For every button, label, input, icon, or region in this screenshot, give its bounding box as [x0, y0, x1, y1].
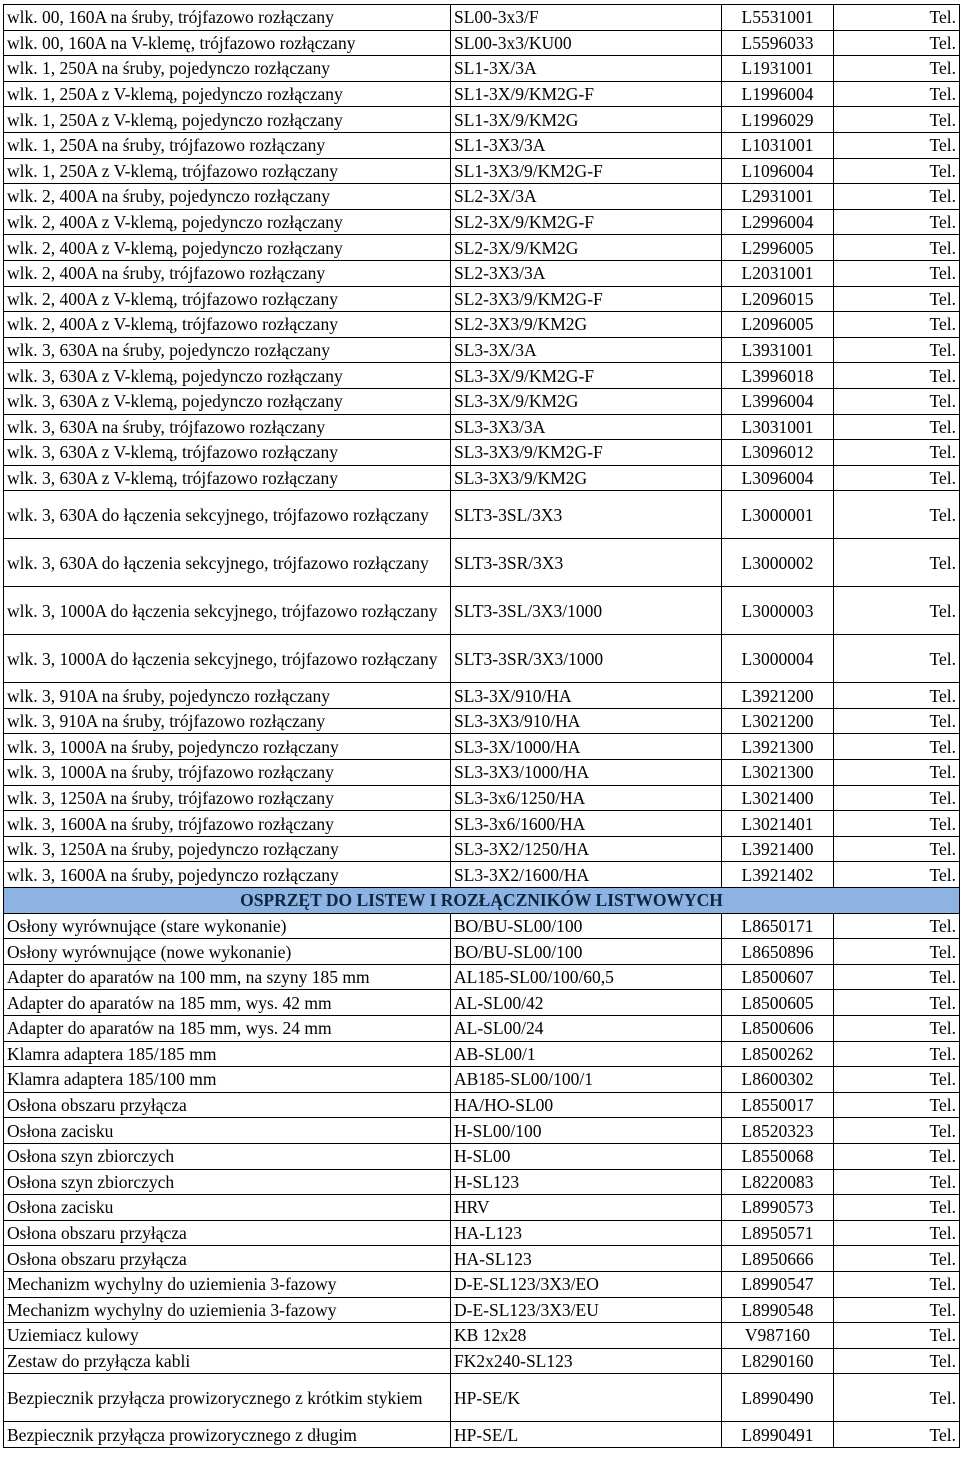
product-description: Osłona szyn zbiorczych [4, 1169, 451, 1195]
catalog-number: L2031001 [722, 260, 834, 286]
product-code: SL3-3X2/1250/HA [451, 836, 722, 862]
price-cell: Tel. [834, 1220, 960, 1246]
price-cell: Tel. [834, 1092, 960, 1118]
catalog-number: L3000004 [722, 635, 834, 683]
table-row [4, 587, 960, 635]
price-cell: Tel. [834, 760, 960, 786]
product-description: Mechanizm wychylny do uziemienia 3-fazowy [4, 1297, 451, 1323]
price-cell: Tel. [834, 209, 960, 235]
product-code: SL2-3X3/9/KM2G-F [451, 286, 722, 312]
section-title: OSPRZĘT DO LISTEW I ROZŁĄCZNIKÓW LISTWOWYCH [4, 888, 960, 914]
product-code: SL1-3X/9/KM2G-F [451, 81, 722, 107]
catalog-number: L1996029 [722, 107, 834, 133]
table-row [4, 132, 960, 158]
price-cell: Tel. [834, 56, 960, 82]
table-row [4, 81, 960, 107]
product-code: SL3-3X/910/HA [451, 683, 722, 709]
catalog-number: L8500262 [722, 1041, 834, 1067]
product-code: HA-L123 [451, 1220, 722, 1246]
table-row [4, 1297, 960, 1323]
price-cell: Tel. [834, 939, 960, 965]
catalog-number: L8500605 [722, 990, 834, 1016]
product-description: wlk. 1, 250A z V-klemą, trójfazowo rozłączany [4, 158, 451, 184]
table-row [4, 235, 960, 261]
table-row [4, 990, 960, 1016]
catalog-number: L3000003 [722, 587, 834, 635]
price-cell: Tel. [834, 683, 960, 709]
catalog-number: L3921400 [722, 836, 834, 862]
table-row [4, 1246, 960, 1272]
catalog-number: L8990490 [722, 1374, 834, 1422]
product-code: SL1-3X/3A [451, 56, 722, 82]
table-row [4, 388, 960, 414]
price-cell: Tel. [834, 734, 960, 760]
product-code: HP-SE/L [451, 1422, 722, 1448]
table-row [4, 683, 960, 709]
product-code: SL2-3X/3A [451, 184, 722, 210]
catalog-number: L3921200 [722, 683, 834, 709]
table-row [4, 158, 960, 184]
table-row [4, 939, 960, 965]
product-description: wlk. 2, 400A na śruby, pojedynczo rozłączany [4, 184, 451, 210]
price-cell: Tel. [834, 184, 960, 210]
price-cell: Tel. [834, 312, 960, 338]
catalog-number: L3921402 [722, 862, 834, 888]
table-row [4, 107, 960, 133]
product-code: SL1-3X/9/KM2G [451, 107, 722, 133]
price-cell: Tel. [834, 990, 960, 1016]
catalog-number: L5596033 [722, 30, 834, 56]
price-cell: Tel. [834, 708, 960, 734]
table-row [4, 760, 960, 786]
table-row [4, 337, 960, 363]
product-description: wlk. 3, 630A z V-klemą, pojedynczo rozłączany [4, 363, 451, 389]
catalog-number: L3996018 [722, 363, 834, 389]
catalog-number: L1031001 [722, 132, 834, 158]
product-description: wlk. 3, 910A na śruby, pojedynczo rozłączany [4, 683, 451, 709]
product-description: wlk. 3, 1000A do łączenia sekcyjnego, trójfazowo rozłączany [4, 635, 451, 683]
price-cell: Tel. [834, 1348, 960, 1374]
table-row [4, 465, 960, 491]
price-cell: Tel. [834, 1016, 960, 1042]
catalog-number: L3031001 [722, 414, 834, 440]
product-description: Osłona szyn zbiorczych [4, 1143, 451, 1169]
price-cell: Tel. [834, 337, 960, 363]
catalog-number: L8520323 [722, 1118, 834, 1144]
product-description: wlk. 3, 630A z V-klemą, pojedynczo rozłączany [4, 388, 451, 414]
product-rows [4, 5, 960, 888]
product-code: SL3-3X/3A [451, 337, 722, 363]
catalog-number: L8290160 [722, 1348, 834, 1374]
catalog-number: L8950571 [722, 1220, 834, 1246]
product-description: wlk. 1, 250A z V-klemą, pojedynczo rozłączany [4, 81, 451, 107]
price-cell: Tel. [834, 1067, 960, 1093]
catalog-number: L5531001 [722, 5, 834, 31]
product-description: Mechanizm wychylny do uziemienia 3-fazowy [4, 1271, 451, 1297]
product-description: wlk. 3, 1000A na śruby, pojedynczo rozłączany [4, 734, 451, 760]
table-row [4, 184, 960, 210]
product-description: wlk. 2, 400A z V-klemą, trójfazowo rozłączany [4, 312, 451, 338]
product-code: H-SL00/100 [451, 1118, 722, 1144]
table-row [4, 440, 960, 466]
table-row [4, 414, 960, 440]
catalog-number: L8220083 [722, 1169, 834, 1195]
product-description: wlk. 00, 160A na śruby, trójfazowo rozłączany [4, 5, 451, 31]
catalog-number: L8990548 [722, 1297, 834, 1323]
table-row [4, 1422, 960, 1448]
catalog-number: L8500607 [722, 964, 834, 990]
product-description: wlk. 2, 400A z V-klemą, pojedynczo rozłączany [4, 209, 451, 235]
catalog-number: L3021200 [722, 708, 834, 734]
product-description: wlk. 3, 1250A na śruby, pojedynczo rozłączany [4, 836, 451, 862]
product-code: SL3-3X/1000/HA [451, 734, 722, 760]
product-description: Osłony wyrównujące (nowe wykonanie) [4, 939, 451, 965]
product-description: Bezpiecznik przyłącza prowizorycznego z krótkim stykiem [4, 1374, 451, 1422]
section-row [4, 888, 960, 914]
table-row [4, 30, 960, 56]
table-row [4, 913, 960, 939]
product-code: D-E-SL123/3X3/EU [451, 1297, 722, 1323]
price-cell: Tel. [834, 1271, 960, 1297]
product-code: SL3-3X/9/KM2G-F [451, 363, 722, 389]
product-description: wlk. 3, 910A na śruby, trójfazowo rozłączany [4, 708, 451, 734]
product-code: SL2-3X/9/KM2G-F [451, 209, 722, 235]
catalog-number: L3931001 [722, 337, 834, 363]
catalog-number: L2996004 [722, 209, 834, 235]
product-description: wlk. 3, 630A z V-klemą, trójfazowo rozłączany [4, 440, 451, 466]
price-cell: Tel. [834, 107, 960, 133]
price-cell: Tel. [834, 1422, 960, 1448]
product-code: H-SL00 [451, 1143, 722, 1169]
product-code: SL00-3x3/F [451, 5, 722, 31]
product-code: SL3-3X3/9/KM2G-F [451, 440, 722, 466]
table-row [4, 363, 960, 389]
price-cell: Tel. [834, 539, 960, 587]
price-cell: Tel. [834, 1118, 960, 1144]
product-description: Osłona obszaru przyłącza [4, 1092, 451, 1118]
product-description: wlk. 3, 1600A na śruby, pojedynczo rozłączany [4, 862, 451, 888]
accessory-rows [4, 913, 960, 1447]
table-row [4, 312, 960, 338]
product-code: SL3-3x6/1250/HA [451, 785, 722, 811]
price-cell: Tel. [834, 30, 960, 56]
product-code: AB-SL00/1 [451, 1041, 722, 1067]
product-description: Bezpiecznik przyłącza prowizorycznego z długim [4, 1422, 451, 1448]
product-code: SL3-3X3/9/KM2G [451, 465, 722, 491]
table-row [4, 836, 960, 862]
product-code: SL3-3X3/1000/HA [451, 760, 722, 786]
table-row [4, 1169, 960, 1195]
section-header [4, 888, 960, 914]
table-row [4, 811, 960, 837]
catalog-number: L8650896 [722, 939, 834, 965]
product-code: SL2-3X/9/KM2G [451, 235, 722, 261]
product-description: wlk. 3, 1000A na śruby, trójfazowo rozłączany [4, 760, 451, 786]
catalog-number: L3996004 [722, 388, 834, 414]
price-cell: Tel. [834, 862, 960, 888]
catalog-number: L8950666 [722, 1246, 834, 1272]
product-description: wlk. 3, 630A do łączenia sekcyjnego, trójfazowo rozłączany [4, 539, 451, 587]
table-row [4, 1092, 960, 1118]
catalog-number: L3921300 [722, 734, 834, 760]
catalog-number: L1996004 [722, 81, 834, 107]
product-description: wlk. 3, 630A z V-klemą, trójfazowo rozłączany [4, 465, 451, 491]
catalog-number: L3096004 [722, 465, 834, 491]
product-code: SL1-3X3/3A [451, 132, 722, 158]
product-description: wlk. 3, 630A na śruby, pojedynczo rozłączany [4, 337, 451, 363]
table-row [4, 1143, 960, 1169]
price-cell: Tel. [834, 465, 960, 491]
table-row [4, 1348, 960, 1374]
product-code: SL3-3X/9/KM2G [451, 388, 722, 414]
table-row [4, 491, 960, 539]
product-description: wlk. 3, 1250A na śruby, trójfazowo rozłączany [4, 785, 451, 811]
product-code: SLT3-3SL/3X3/1000 [451, 587, 722, 635]
price-cell: Tel. [834, 491, 960, 539]
product-description: Adapter do aparatów na 100 mm, na szyny 185 mm [4, 964, 451, 990]
product-description: Osłona obszaru przyłącza [4, 1220, 451, 1246]
product-description: Klamra adaptera 185/185 mm [4, 1041, 451, 1067]
price-cell: Tel. [834, 363, 960, 389]
table-row [4, 1067, 960, 1093]
table-row [4, 260, 960, 286]
price-cell: Tel. [834, 1169, 960, 1195]
price-cell: Tel. [834, 260, 960, 286]
catalog-number: L8600302 [722, 1067, 834, 1093]
table-row [4, 708, 960, 734]
product-code: SL1-3X3/9/KM2G-F [451, 158, 722, 184]
product-description: Osłona zacisku [4, 1195, 451, 1221]
price-cell: Tel. [834, 132, 960, 158]
price-cell: Tel. [834, 440, 960, 466]
product-code: AB185-SL00/100/1 [451, 1067, 722, 1093]
price-cell: Tel. [834, 286, 960, 312]
table-row [4, 1220, 960, 1246]
price-cell: Tel. [834, 635, 960, 683]
product-description: Osłony wyrównujące (stare wykonanie) [4, 913, 451, 939]
catalog-number: L2996005 [722, 235, 834, 261]
catalog-number: L3021300 [722, 760, 834, 786]
product-code: SL3-3x6/1600/HA [451, 811, 722, 837]
price-cell: Tel. [834, 5, 960, 31]
product-code: FK2x240-SL123 [451, 1348, 722, 1374]
catalog-number: L8990491 [722, 1422, 834, 1448]
table-row [4, 5, 960, 31]
product-code: HA/HO-SL00 [451, 1092, 722, 1118]
product-code: BO/BU-SL00/100 [451, 939, 722, 965]
product-description: Osłona obszaru przyłącza [4, 1246, 451, 1272]
product-description: Osłona zacisku [4, 1118, 451, 1144]
catalog-number: L3000002 [722, 539, 834, 587]
product-code: BO/BU-SL00/100 [451, 913, 722, 939]
table-row [4, 1041, 960, 1067]
product-code: HRV [451, 1195, 722, 1221]
price-cell: Tel. [834, 158, 960, 184]
product-code: HA-SL123 [451, 1246, 722, 1272]
catalog-number: L2096005 [722, 312, 834, 338]
product-code: SL2-3X3/9/KM2G [451, 312, 722, 338]
product-description: Adapter do aparatów na 185 mm, wys. 24 mm [4, 1016, 451, 1042]
catalog-number: L8990573 [722, 1195, 834, 1221]
product-code: H-SL123 [451, 1169, 722, 1195]
table-row [4, 785, 960, 811]
table-row [4, 56, 960, 82]
product-description: wlk. 3, 1600A na śruby, trójfazowo rozłączany [4, 811, 451, 837]
price-cell: Tel. [834, 1041, 960, 1067]
product-description: wlk. 2, 400A z V-klemą, pojedynczo rozłączany [4, 235, 451, 261]
price-cell: Tel. [834, 1297, 960, 1323]
price-cell: Tel. [834, 836, 960, 862]
product-description: Adapter do aparatów na 185 mm, wys. 42 mm [4, 990, 451, 1016]
product-code: AL-SL00/24 [451, 1016, 722, 1042]
price-cell: Tel. [834, 587, 960, 635]
product-code: AL-SL00/42 [451, 990, 722, 1016]
table-row [4, 286, 960, 312]
product-code: SL3-3X2/1600/HA [451, 862, 722, 888]
price-list-table [3, 4, 960, 1448]
product-code: AL185-SL00/100/60,5 [451, 964, 722, 990]
price-cell: Tel. [834, 1246, 960, 1272]
product-code: SLT3-3SR/3X3/1000 [451, 635, 722, 683]
price-cell: Tel. [834, 414, 960, 440]
product-code: SL00-3x3/KU00 [451, 30, 722, 56]
table-row [4, 862, 960, 888]
product-code: HP-SE/K [451, 1374, 722, 1422]
table-row [4, 1374, 960, 1422]
catalog-number: L8550017 [722, 1092, 834, 1118]
catalog-number: L2096015 [722, 286, 834, 312]
table-row [4, 1118, 960, 1144]
product-description: wlk. 3, 1000A do łączenia sekcyjnego, trójfazowo rozłączany [4, 587, 451, 635]
catalog-number: L3096012 [722, 440, 834, 466]
product-code: SL3-3X3/3A [451, 414, 722, 440]
price-cell: Tel. [834, 81, 960, 107]
product-code: SL3-3X3/910/HA [451, 708, 722, 734]
catalog-number: L8550068 [722, 1143, 834, 1169]
catalog-number: L1931001 [722, 56, 834, 82]
product-description: Klamra adaptera 185/100 mm [4, 1067, 451, 1093]
table-row [4, 734, 960, 760]
catalog-number: L1096004 [722, 158, 834, 184]
price-cell: Tel. [834, 1143, 960, 1169]
catalog-number: L3000001 [722, 491, 834, 539]
product-code: SLT3-3SL/3X3 [451, 491, 722, 539]
product-code: KB 12x28 [451, 1323, 722, 1349]
table-row [4, 964, 960, 990]
catalog-number: L8990547 [722, 1271, 834, 1297]
product-code: D-E-SL123/3X3/EO [451, 1271, 722, 1297]
table-row [4, 1195, 960, 1221]
product-description: wlk. 00, 160A na V-klemę, trójfazowo rozłączany [4, 30, 451, 56]
price-cell: Tel. [834, 964, 960, 990]
table-row [4, 1323, 960, 1349]
catalog-number: V987160 [722, 1323, 834, 1349]
product-description: wlk. 3, 630A na śruby, trójfazowo rozłączany [4, 414, 451, 440]
catalog-number: L8650171 [722, 913, 834, 939]
product-code: SL2-3X3/3A [451, 260, 722, 286]
product-description: wlk. 3, 630A do łączenia sekcyjnego, trójfazowo rozłączany [4, 491, 451, 539]
catalog-number: L2931001 [722, 184, 834, 210]
table-row [4, 1271, 960, 1297]
product-description: wlk. 2, 400A z V-klemą, trójfazowo rozłączany [4, 286, 451, 312]
price-cell: Tel. [834, 1374, 960, 1422]
product-description: wlk. 1, 250A na śruby, trójfazowo rozłączany [4, 132, 451, 158]
product-description: wlk. 1, 250A z V-klemą, pojedynczo rozłączany [4, 107, 451, 133]
price-cell: Tel. [834, 913, 960, 939]
catalog-number: L3021401 [722, 811, 834, 837]
price-cell: Tel. [834, 1195, 960, 1221]
price-cell: Tel. [834, 811, 960, 837]
table-row [4, 1016, 960, 1042]
price-cell: Tel. [834, 1323, 960, 1349]
product-description: wlk. 1, 250A na śruby, pojedynczo rozłączany [4, 56, 451, 82]
product-description: wlk. 2, 400A na śruby, trójfazowo rozłączany [4, 260, 451, 286]
product-code: SLT3-3SR/3X3 [451, 539, 722, 587]
catalog-number: L8500606 [722, 1016, 834, 1042]
price-cell: Tel. [834, 235, 960, 261]
table-row [4, 635, 960, 683]
product-description: Uziemiacz kulowy [4, 1323, 451, 1349]
table-row [4, 209, 960, 235]
table-row [4, 539, 960, 587]
price-cell: Tel. [834, 388, 960, 414]
product-description: Zestaw do przyłącza kabli [4, 1348, 451, 1374]
catalog-number: L3021400 [722, 785, 834, 811]
price-cell: Tel. [834, 785, 960, 811]
